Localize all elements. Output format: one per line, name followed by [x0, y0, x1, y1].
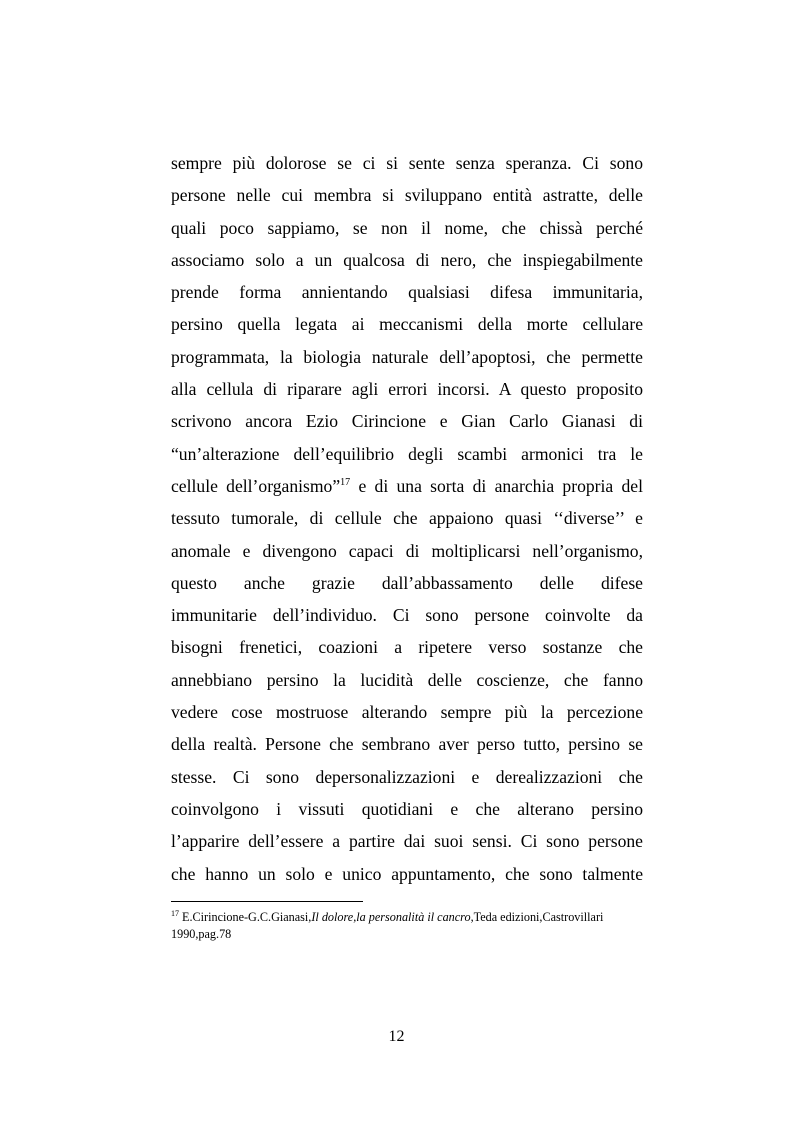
text-line-7: programmata, la biologia naturale dell’apoptosi, che permette [171, 346, 643, 367]
text-line-20: stesse. Ci sono depersonalizzazioni e derealizzazioni che [171, 766, 643, 787]
text-line-16: bisogni frenetici, coazioni a ripetere verso sostanze che [171, 637, 643, 658]
text-line-15: immunitarie dell’individuo. Ci sono persone coinvolte da [171, 605, 643, 626]
footnote-number: 17 [171, 909, 179, 918]
text-line-3: quali poco sappiamo, se non il nome, che chissà perché [171, 217, 643, 238]
footnote [171, 909, 651, 943]
text-line-10: “un’alterazione dell’equilibrio degli scambi armonici tra le [171, 443, 643, 464]
text-line-11 [171, 470, 643, 502]
footnote-reference[interactable]: 17 [340, 476, 351, 488]
text-line-11-end: e di una sorta di anarchia propria del [350, 475, 643, 496]
text-line-4: associamo solo a un qualcosa di nero, che inspiegabilmente [171, 249, 643, 270]
text-line-5: prende forma annientando qualsiasi difesa immunitaria, [171, 282, 643, 303]
text-line-13: anomale e divengono capaci di moltiplicarsi nell’organismo, [171, 540, 643, 561]
page-number: 12 [388, 1028, 405, 1045]
footnote-authors: E.Cirincione-G.C.Gianasi, [179, 910, 312, 924]
text-line-11-start: cellule dell’organismo” [171, 475, 341, 496]
footnote-publisher: ,Teda edizioni,Castrovillari [470, 910, 604, 924]
text-line-22: l’apparire dell’essere a partire dai suoi sensi. Ci sono persone [171, 831, 643, 852]
text-line-6: persino quella legata ai meccanismi della morte cellulare [171, 314, 643, 335]
footnote-year-page: 1990,pag.78 [171, 927, 232, 941]
footnote-title: Il dolore,la personalità il cancro [311, 910, 471, 924]
text-line-12: tessuto tumorale, di cellule che appaiono quasi ‘‘diverse’’ e [171, 508, 643, 529]
text-line-19: della realtà. Persone che sembrano aver perso tutto, persino se [171, 734, 643, 755]
text-line-14: questo anche grazie dall’abbassamento delle difese [171, 572, 643, 593]
footnote-divider [171, 901, 363, 902]
body-text [171, 147, 643, 890]
text-line-17: annebbiano persino la lucidità delle coscienze, che fanno [171, 669, 643, 690]
text-line-1: sempre più dolorose se ci si sente senza speranza. Ci sono [171, 153, 643, 173]
text-line-2: persone nelle cui membra si sviluppano entità astratte, delle [171, 185, 643, 206]
text-line-21: coinvolgono i vissuti quotidiani e che alterano persino [171, 798, 643, 819]
text-line-18: vedere cose mostruose alterando sempre più la percezione [171, 702, 643, 723]
text-line-23: che hanno un solo e unico appuntamento, che sono talmente [171, 863, 643, 884]
text-line-9: scrivono ancora Ezio Cirincione e Gian Carlo Gianasi di [171, 411, 643, 432]
text-line-8: alla cellula di riparare agli errori incorsi. A questo proposito [171, 379, 643, 400]
